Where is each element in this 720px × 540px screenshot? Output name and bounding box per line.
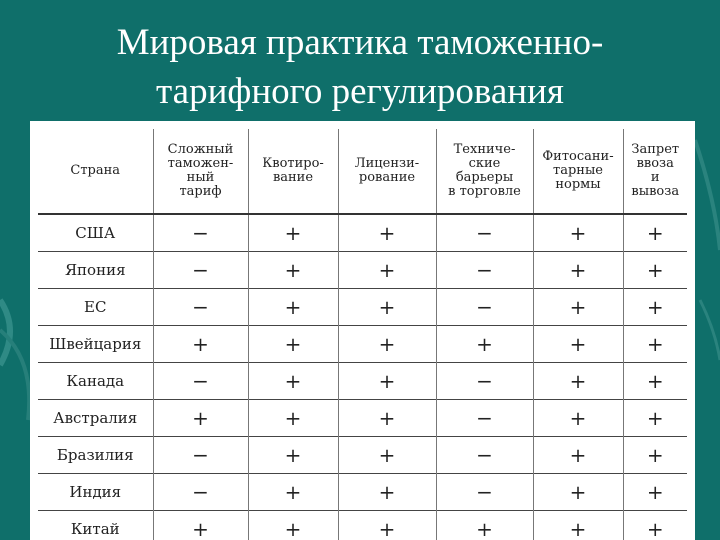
country-cell: Швейцария	[49, 335, 142, 353]
table-row	[38, 363, 687, 400]
country-cell: Бразилия	[56, 446, 134, 464]
table-cell: +	[623, 511, 687, 540]
table-cell: +	[533, 326, 623, 363]
table-cell: −	[436, 214, 533, 252]
table-cell: +	[436, 326, 533, 363]
table-cell: −	[436, 363, 533, 400]
table-cell: +	[623, 363, 687, 400]
table-body	[38, 214, 687, 540]
table-cell: +	[248, 326, 338, 363]
regulation-table	[38, 129, 687, 540]
header-quotas: Квотиро- вание	[248, 129, 338, 214]
table-cell: −	[153, 474, 248, 511]
table-cell: +	[623, 289, 687, 326]
table-cell: −	[153, 363, 248, 400]
table-cell: +	[338, 474, 436, 511]
table-row	[38, 400, 687, 437]
country-cell: ЕС	[84, 298, 107, 316]
table-cell: −	[436, 437, 533, 474]
slide-title-line-2: тарифного регулирования	[156, 71, 564, 112]
country-cell: Япония	[64, 261, 126, 279]
table-cell: +	[533, 400, 623, 437]
header-import-export-ban: Запрет ввоза и вывоза	[623, 129, 687, 214]
slide-title	[0, 18, 720, 116]
table-cell: +	[338, 400, 436, 437]
table-header-row	[38, 129, 687, 214]
table-cell: +	[338, 326, 436, 363]
table-cell: +	[623, 437, 687, 474]
table-cell: −	[436, 289, 533, 326]
table-cell: −	[153, 289, 248, 326]
country-cell: Индия	[69, 483, 122, 501]
table-row	[38, 252, 687, 289]
table-panel	[30, 121, 695, 540]
table-row	[38, 437, 687, 474]
table-cell: +	[248, 289, 338, 326]
table-cell: +	[248, 214, 338, 252]
table-cell: +	[248, 400, 338, 437]
table-cell: +	[338, 289, 436, 326]
table-cell: +	[153, 326, 248, 363]
table-cell: −	[153, 252, 248, 289]
table-row	[38, 289, 687, 326]
table-cell: +	[248, 252, 338, 289]
table-cell: +	[338, 214, 436, 252]
table-cell: +	[338, 252, 436, 289]
country-cell: Китай	[70, 520, 120, 538]
table-row	[38, 474, 687, 511]
header-licensing: Лицензи- рование	[338, 129, 436, 214]
table-cell: +	[623, 326, 687, 363]
table-cell: +	[338, 437, 436, 474]
table-cell: +	[248, 511, 338, 540]
table-cell: +	[623, 400, 687, 437]
table-row	[38, 326, 687, 363]
table-cell: −	[436, 474, 533, 511]
table-cell: −	[436, 400, 533, 437]
header-phytosanitary: Фитосани- тарные нормы	[533, 129, 623, 214]
table-cell: +	[153, 400, 248, 437]
country-cell: Австралия	[53, 409, 138, 427]
table-cell: +	[623, 252, 687, 289]
table-cell: +	[533, 511, 623, 540]
header-country: Страна	[70, 163, 121, 178]
table-row	[38, 214, 687, 252]
table-cell: +	[533, 252, 623, 289]
table-cell: +	[623, 474, 687, 511]
table-cell: +	[248, 437, 338, 474]
header-complex-tariff: Сложный таможен- ный тариф	[153, 129, 248, 214]
table-cell: +	[533, 214, 623, 252]
table-cell: +	[153, 511, 248, 540]
slide-title-line-1: Мировая практика таможенно-	[116, 22, 604, 63]
table-cell: +	[533, 363, 623, 400]
table-cell: −	[436, 252, 533, 289]
table-cell: +	[533, 474, 623, 511]
table-cell: −	[153, 214, 248, 252]
header-technical-barriers: Техниче- ские барьеры в торговле	[436, 129, 533, 214]
country-cell: США	[75, 224, 116, 242]
table-cell: +	[533, 289, 623, 326]
table-cell: −	[153, 437, 248, 474]
table-row	[38, 511, 687, 540]
table-cell: +	[623, 214, 687, 252]
table-cell: +	[248, 474, 338, 511]
table-cell: +	[533, 437, 623, 474]
table-cell: +	[338, 363, 436, 400]
table-cell: +	[248, 363, 338, 400]
country-cell: Канада	[66, 372, 125, 390]
table-cell: +	[338, 511, 436, 540]
table-cell: +	[436, 511, 533, 540]
